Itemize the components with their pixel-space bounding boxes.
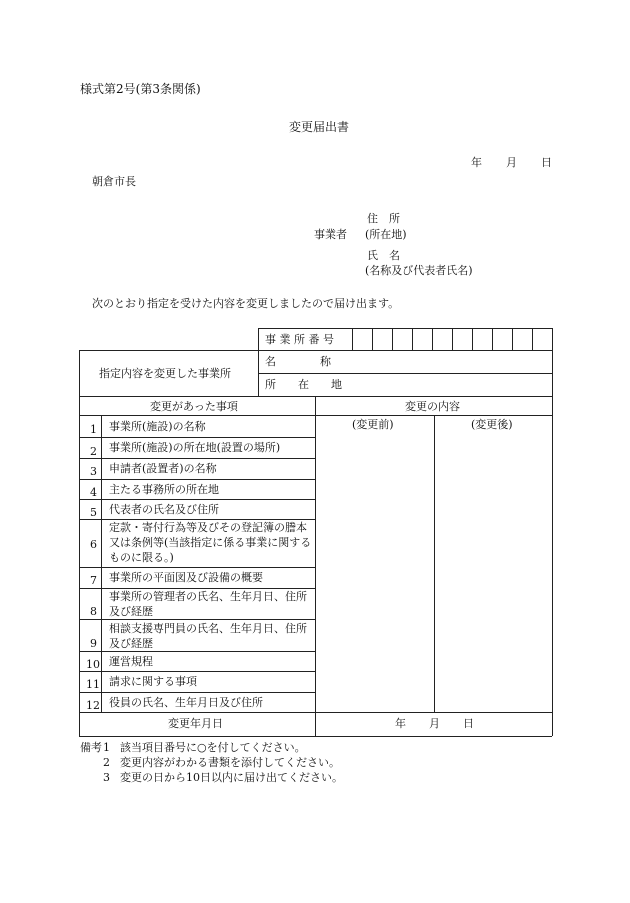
office-number-label: 事 業 所 番 号 — [265, 333, 334, 346]
before-label: (変更前) — [352, 418, 394, 431]
change-date-month: 月 — [429, 717, 440, 730]
addressee: 朝倉市長 — [92, 175, 136, 188]
date-year: 年 — [471, 156, 482, 169]
change-date-year: 年 — [395, 717, 406, 730]
date-month: 月 — [506, 156, 517, 169]
note-number: 3 — [103, 771, 110, 784]
change-content-header: 変更の内容 — [405, 400, 460, 413]
change-date-day: 日 — [463, 717, 474, 730]
item-text: 役員の氏名、生年月日及び住所 — [109, 696, 263, 709]
applicant-role: 事業者 — [314, 228, 347, 241]
item-number: 8 — [90, 605, 97, 618]
item-number: 5 — [90, 506, 97, 519]
notes-prefix: 備考 — [80, 741, 102, 754]
item-number: 4 — [90, 486, 97, 499]
date-day: 日 — [541, 156, 552, 169]
name-sub: (名称及び代表者氏名) — [365, 264, 473, 277]
item-number: 1 — [90, 423, 97, 436]
item-text: 事業所の管理者の氏名、生年月日、住所及び経歴 — [109, 590, 307, 618]
item-text: 申請者(設置者)の名称 — [109, 462, 217, 475]
office-label: 指定内容を変更した事業所 — [99, 367, 231, 380]
note-text: 変更の日から10日以内に届け出てください。 — [120, 771, 343, 784]
address-sub: (所在地) — [365, 228, 407, 241]
item-text: 運営規程 — [109, 655, 153, 668]
item-text: 事業所(施設)の名称 — [109, 420, 206, 433]
item-text: 代表者の氏名及び住所 — [109, 503, 219, 516]
item-number: 10 — [86, 658, 100, 671]
office-location-label: 所 在 地 — [265, 378, 342, 391]
item-text: 事業所の平面図及び設備の概要 — [109, 571, 263, 584]
change-date-label: 変更年月日 — [168, 717, 223, 730]
note-text: 該当項目番号に○を付してください。 — [120, 741, 306, 754]
item-number: 12 — [86, 699, 100, 712]
document-title: 変更届出書 — [289, 120, 350, 134]
item-number: 3 — [90, 465, 97, 478]
note-number: 2 — [103, 756, 110, 769]
office-name-label: 名 称 — [265, 355, 331, 368]
after-label: (変更後) — [471, 418, 513, 431]
intro-text: 次のとおり指定を受けた内容を変更しましたので届け出ます。 — [92, 297, 400, 310]
item-number: 6 — [90, 538, 97, 551]
item-number: 2 — [90, 445, 97, 458]
item-number: 9 — [90, 637, 97, 650]
note-number: 1 — [103, 741, 110, 754]
item-text: 定款・寄付行為等及びその登記簿の謄本又は条例等(当該指定に係る事業に関するものに限る。) — [109, 521, 312, 564]
address-label: 住 所 — [367, 212, 400, 225]
item-text: 事業所(施設)の所在地(設置の場所) — [109, 441, 281, 454]
name-label: 氏 名 — [367, 249, 400, 262]
item-text: 請求に関する事項 — [109, 675, 197, 688]
note-text: 変更内容がわかる書類を添付してください。 — [120, 756, 340, 769]
form-number: 様式第2号(第3条関係) — [80, 82, 201, 96]
item-text: 相談支援専門員の氏名、生年月日、住所及び経歴 — [109, 622, 307, 650]
item-number: 7 — [90, 574, 97, 587]
item-number: 11 — [86, 678, 100, 691]
changed-items-header: 変更があった事項 — [150, 400, 238, 413]
item-text: 主たる事務所の所在地 — [109, 483, 219, 496]
